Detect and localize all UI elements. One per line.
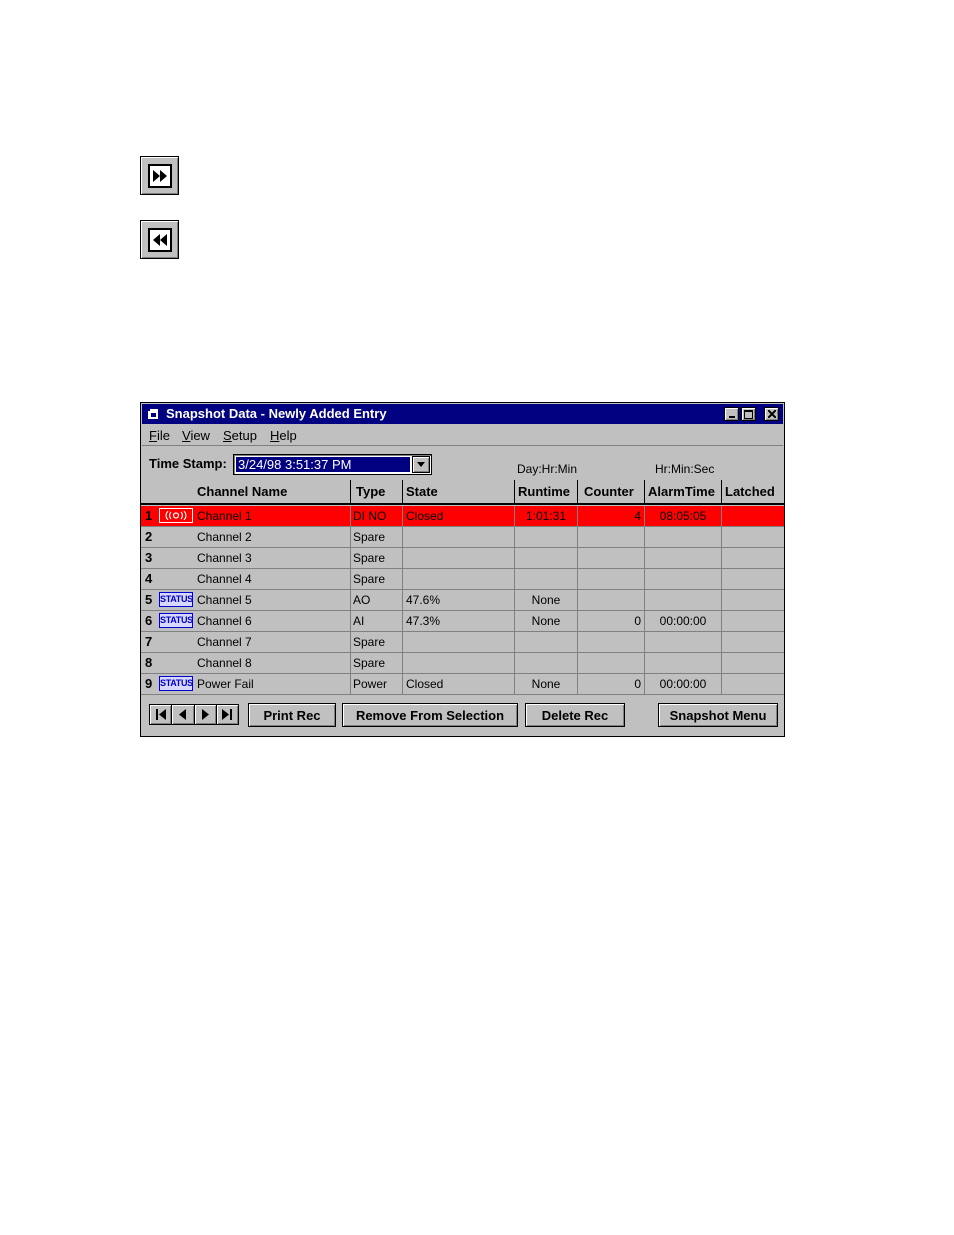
rewind-icon: [148, 228, 172, 252]
channel-type: Spare: [350, 632, 402, 652]
channel-latched: [721, 527, 784, 547]
table-row[interactable]: [141, 632, 784, 653]
menu-view[interactable]: View: [182, 428, 210, 443]
col-header-state[interactable]: State: [402, 480, 514, 503]
channel-name: Channel 5: [197, 593, 252, 607]
channel-latched: [721, 653, 784, 673]
channel-name: Channel 4: [197, 572, 252, 586]
table-row[interactable]: [141, 506, 784, 527]
channel-type: Spare: [350, 548, 402, 568]
snapshot-menu-button[interactable]: Snapshot Menu: [658, 703, 778, 727]
row-number: 8: [145, 655, 153, 670]
channel-runtime: [514, 569, 577, 589]
channel-counter: [577, 548, 644, 568]
row-number: 1: [145, 508, 153, 523]
window-title: Snapshot Data - Newly Added Entry: [166, 406, 387, 421]
channel-state: 47.3%: [402, 611, 514, 631]
status-badge: STATUS: [159, 676, 193, 691]
channel-runtime: [514, 653, 577, 673]
row-number: 3: [145, 550, 153, 565]
channel-type: Spare: [350, 569, 402, 589]
channel-type: Spare: [350, 653, 402, 673]
channel-state: Closed: [402, 506, 514, 526]
channel-latched: [721, 632, 784, 652]
table-row[interactable]: [141, 590, 784, 611]
channel-state: [402, 569, 514, 589]
channel-latched: [721, 548, 784, 568]
channel-state: Closed: [402, 674, 514, 694]
channel-runtime: None: [514, 590, 577, 610]
channel-type: Power: [350, 674, 402, 694]
rewind-button[interactable]: [140, 220, 179, 259]
col-header-latched[interactable]: Latched: [721, 480, 784, 503]
channel-latched: [721, 569, 784, 589]
channel-name: Power Fail: [197, 677, 254, 691]
channel-runtime: [514, 548, 577, 568]
menu-bar: [142, 425, 783, 446]
maximize-icon: [744, 410, 753, 419]
col-header-counter[interactable]: Counter: [577, 480, 644, 503]
channel-state: [402, 632, 514, 652]
fast-forward-icon: [148, 164, 172, 188]
channel-alarmtime: [644, 527, 721, 547]
channel-state: [402, 653, 514, 673]
next-record-button[interactable]: [195, 705, 217, 724]
col-header-runtime[interactable]: Runtime: [514, 480, 577, 503]
status-badge: STATUS: [159, 613, 193, 628]
table-row[interactable]: [141, 527, 784, 548]
fast-forward-button[interactable]: [140, 156, 179, 195]
table-row[interactable]: [141, 653, 784, 674]
prev-record-icon: [179, 709, 186, 720]
row-number: 6: [145, 613, 153, 628]
channel-state: 47.6%: [402, 590, 514, 610]
channel-name: Channel 8: [197, 656, 252, 670]
minimize-button[interactable]: [724, 407, 739, 421]
record-navigator: [149, 704, 239, 725]
channel-alarmtime: [644, 569, 721, 589]
channel-counter: [577, 569, 644, 589]
channel-runtime: 1:01:31: [514, 506, 577, 526]
channel-alarmtime: 00:00:00: [644, 674, 721, 694]
channel-counter: [577, 590, 644, 610]
col-header-alarmtime[interactable]: AlarmTime: [644, 480, 721, 503]
channel-counter: [577, 632, 644, 652]
next-record-icon: [202, 709, 209, 720]
row-number: 4: [145, 571, 153, 586]
channel-runtime: None: [514, 674, 577, 694]
channel-alarmtime: [644, 632, 721, 652]
channel-type: Spare: [350, 527, 402, 547]
delete-rec-button[interactable]: Delete Rec: [525, 703, 625, 727]
channel-counter: 4: [577, 506, 644, 526]
maximize-button[interactable]: [741, 407, 756, 421]
row-number: 5: [145, 592, 153, 607]
status-badge: STATUS: [159, 592, 193, 607]
col-header-type[interactable]: Type: [350, 480, 402, 503]
prev-record-button[interactable]: [172, 705, 194, 724]
table-row[interactable]: [141, 569, 784, 590]
channel-type: DI NO: [350, 506, 402, 526]
channel-grid: [141, 506, 784, 695]
timestamp-label: Time Stamp:: [149, 456, 227, 471]
button-bar: [141, 699, 784, 735]
timestamp-value: 3/24/98 3:51:37 PM: [236, 457, 410, 472]
print-rec-button[interactable]: Print Rec: [248, 703, 336, 727]
table-row[interactable]: [141, 548, 784, 569]
chevron-down-icon: [417, 462, 425, 467]
channel-alarmtime: 08:05:05: [644, 506, 721, 526]
alarm-unit-label: Hr:Min:Sec: [655, 462, 715, 476]
timestamp-dropdown-button[interactable]: [412, 456, 430, 473]
channel-type: AI: [350, 611, 402, 631]
menu-file[interactable]: File: [149, 428, 170, 443]
close-icon: [768, 410, 776, 418]
channel-name: Channel 1: [197, 509, 252, 523]
channel-name: Channel 2: [197, 530, 252, 544]
channel-counter: [577, 527, 644, 547]
minimize-icon: [728, 410, 736, 418]
title-bar[interactable]: [142, 404, 783, 424]
channel-alarmtime: [644, 548, 721, 568]
channel-runtime: None: [514, 611, 577, 631]
channel-alarmtime: 00:00:00: [644, 611, 721, 631]
channel-counter: [577, 653, 644, 673]
channel-runtime: [514, 527, 577, 547]
remove-from-selection-button[interactable]: Remove From Selection: [342, 703, 518, 727]
table-row[interactable]: [141, 611, 784, 632]
timestamp-select[interactable]: [233, 454, 432, 475]
channel-state: [402, 527, 514, 547]
channel-name: Channel 3: [197, 551, 252, 565]
last-record-icon: [222, 709, 232, 720]
channel-latched: [721, 674, 784, 694]
channel-state: [402, 548, 514, 568]
grid-header: [141, 480, 784, 505]
menu-setup[interactable]: Setup: [223, 428, 257, 443]
alarm-icon: [159, 508, 193, 523]
last-record-button[interactable]: [217, 705, 238, 724]
row-number: 7: [145, 634, 153, 649]
app-icon: [147, 408, 161, 423]
table-row[interactable]: [141, 674, 784, 695]
channel-latched: [721, 590, 784, 610]
channel-counter: 0: [577, 611, 644, 631]
first-record-icon: [156, 709, 166, 720]
snapshot-window: [140, 402, 785, 737]
channel-latched: [721, 506, 784, 526]
channel-counter: 0: [577, 674, 644, 694]
row-number: 2: [145, 529, 153, 544]
channel-alarmtime: [644, 590, 721, 610]
runtime-unit-label: Day:Hr:Min: [517, 462, 578, 476]
col-header-name[interactable]: Channel Name: [197, 484, 288, 499]
close-button[interactable]: [764, 407, 779, 421]
channel-name: Channel 6: [197, 614, 252, 628]
channel-name: Channel 7: [197, 635, 252, 649]
channel-alarmtime: [644, 653, 721, 673]
first-record-button[interactable]: [150, 705, 172, 724]
menu-help[interactable]: Help: [270, 428, 297, 443]
channel-type: AO: [350, 590, 402, 610]
row-number: 9: [145, 676, 153, 691]
channel-latched: [721, 611, 784, 631]
channel-runtime: [514, 632, 577, 652]
